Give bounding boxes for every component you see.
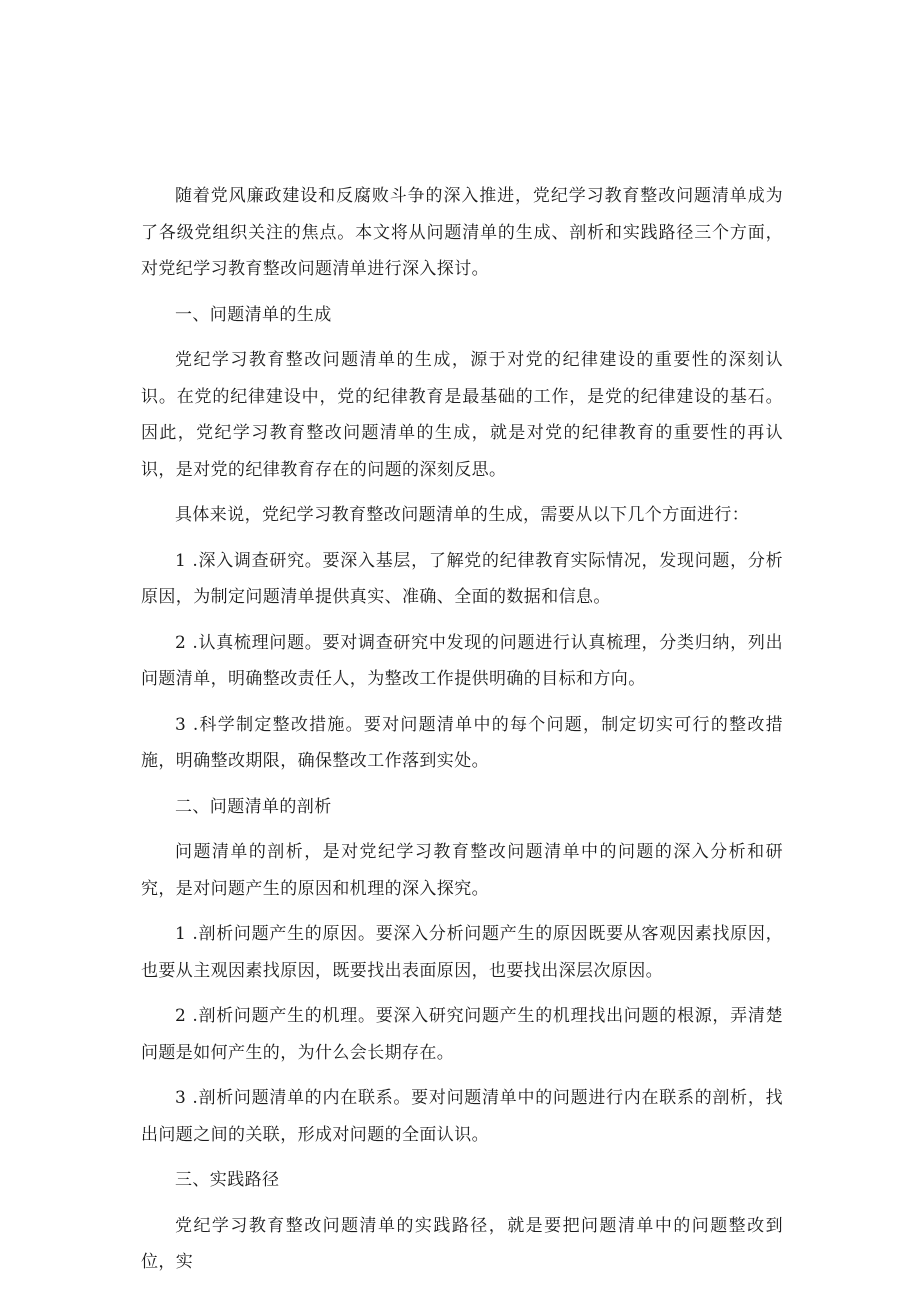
intro-paragraph: 随着党风廉政建设和反腐败斗争的深入推进，党纪学习教育整改问题清单成为了各级党组织关注的焦点。本文将从问题清单的生成、剖析和实践路径三个方面，对党纪学习教育整改问题清单进行深入探讨。 (141, 186, 783, 279)
section-heading-1: 一、问题清单的生成 (175, 304, 332, 325)
section-heading-2: 二、问题清单的剖析 (175, 796, 332, 817)
section1-list-item-3: 3 .科学制定整改措施。要对问题清单中的每个问题，制定切实可行的整改措施，明确整改期限，确保整改工作落到实处。 (141, 714, 783, 771)
section2-list-item-3: 3 .剖析问题清单的内在联系。要对问题清单中的问题进行内在联系的剖析，找出问题之间的关联，形成对问题的全面认识。 (141, 1088, 783, 1145)
section-heading-3: 三、实践路径 (175, 1170, 280, 1190)
section2-list-item-1: 1 .剖析问题产生的原因。要深入分析问题产生的原因既要从客观因素找原因，也要从主观因素找原因，既要找出表面原因，也要找出深层次原因。 (141, 924, 783, 981)
section1-paragraph-1: 党纪学习教育整改问题清单的生成，源于对党的纪律建设的重要性的深刻认识。在党的纪律建设中，党的纪律教育是最基础的工作，是党的纪律建设的基石。因此，党纪学习教育整改问题清单的生成，就是对党的纪律教育的重要性的再认识，是对党的纪律教育存在的问题的深刻反思。 (141, 350, 783, 480)
section2-list-item-2: 2 .剖析问题产生的机理。要深入研究问题产生的机理找出问题的根源，弄清楚问题是如何产生的，为什么会长期存在。 (141, 1006, 783, 1063)
section1-paragraph-2: 具体来说，党纪学习教育整改问题清单的生成，需要从以下几个方面进行： (175, 505, 750, 525)
section3-paragraph-1: 党纪学习教育整改问题清单的实践路径，就是要把问题清单中的问题整改到位，实 (141, 1215, 783, 1272)
section1-list-item-1: 1 .深入调查研究。要深入基层，了解党的纪律教育实际情况，发现问题，分析原因，为制定问题清单提供真实、准确、全面的数据和信息。 (141, 550, 783, 607)
section1-list-item-2: 2 .认真梳理问题。要对调查研究中发现的问题进行认真梳理，分类归纳，列出问题清单，明确整改责任人，为整改工作提供明确的目标和方向。 (141, 632, 783, 689)
section2-paragraph-1: 问题清单的剖析，是对党纪学习教育整改问题清单中的问题的深入分析和研究，是对问题产生的原因和机理的深入探究。 (141, 842, 783, 899)
document-body (141, 178, 783, 1290)
